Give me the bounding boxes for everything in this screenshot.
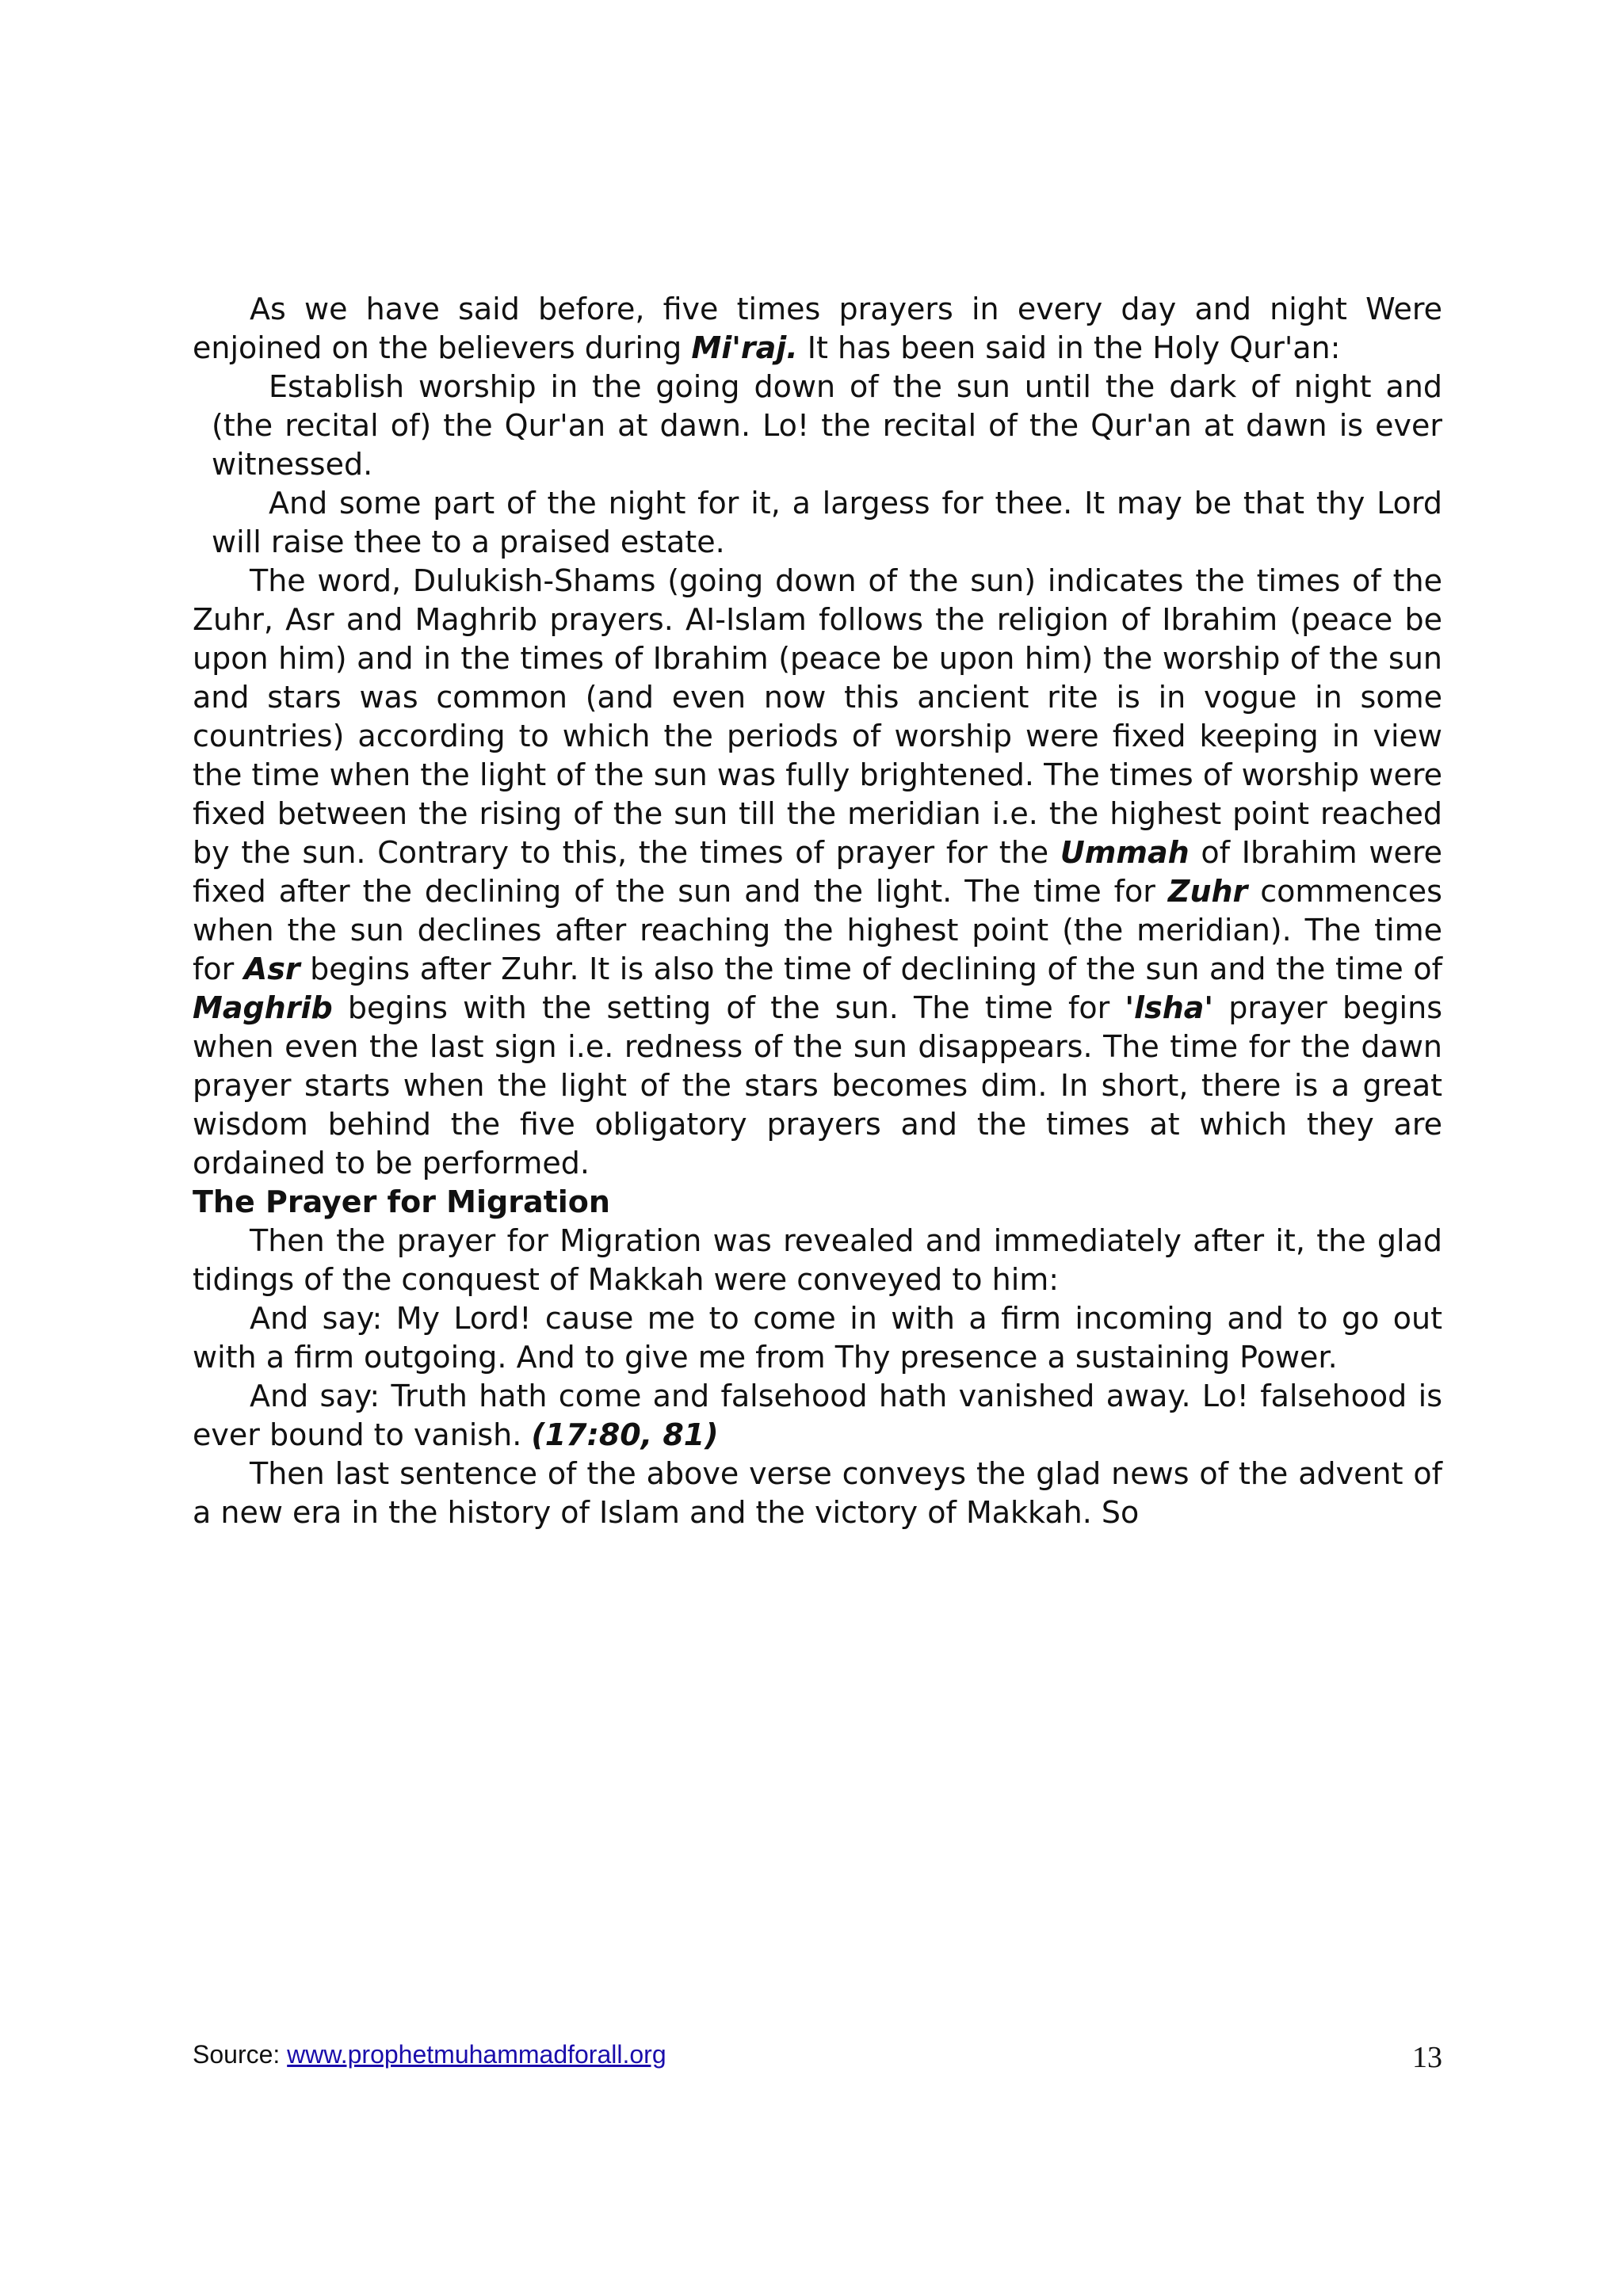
- page-footer: [193, 2039, 1442, 2078]
- text-run: of Ibrahim were fixed after the declining of the sun and the light. The time for: [193, 835, 1442, 909]
- text-run: commences when the sun declines after reaching the highest point (the meridian). The time for: [193, 874, 1442, 986]
- quote-establish-worship: Establish worship in the going down of the sun until the dark of night and (the recital of) the Qur'an at dawn. Lo! the recital of the Qur'an at dawn is ever witnessed.: [212, 369, 1442, 482]
- term-isha: 'lsha': [1125, 990, 1214, 1025]
- term-ummah: Ummah: [1060, 835, 1190, 870]
- quote-say-my-lord: And say: My Lord! cause me to come in with a firm incoming and to go out with a firm outgoing. And to give me from Thy presence a sustaining Power.: [193, 1301, 1442, 1375]
- text-run: The word, Dulukish-Shams (going down of the sun) indicates the times of the Zuhr, Asr and Maghrib prayers. AI-Islam follows the religion of Ibrahim (peace be upon him) and in the times of Ibrahim (peace be upon him) the worship of the sun and stars was common (and even now this ancient rite is in vogue in some countries) according to which the periods of worship were fixed keeping in view the time when the light of the sun was fully brightened. The times of worship were fixed between the rising of the sun till the meridian i.e. the highest point reached by the sun. Contrary to this, the times of prayer for the: [193, 563, 1442, 870]
- text-run: begins after Zuhr. It is also the time of declining of the sun and the time of: [300, 952, 1442, 986]
- source-label: Source:: [193, 2040, 288, 2069]
- term-maghrib: Maghrib: [193, 990, 333, 1025]
- term-miraj: Mi'raj.: [691, 330, 798, 365]
- text-run: As we have said before, five times prayers in every day and night Were enjoined on the believers during: [193, 292, 1442, 365]
- verse-reference: (17:80, 81): [531, 1417, 719, 1452]
- source-line: [193, 2039, 666, 2070]
- quote-night-largess: And some part of the night for it, a largess for thee. It may be that thy Lord will raise thee to a praised estate.: [212, 486, 1442, 559]
- paragraph-glad-news: Then last sentence of the above verse conveys the glad news of the advent of a new era in the history of Islam and the victory of Makkah. So: [193, 1456, 1442, 1530]
- quote-truth-hath-come: [193, 1377, 1442, 1455]
- section-heading: The Prayer for Migration: [193, 1184, 610, 1219]
- term-asr: Asr: [243, 952, 300, 986]
- paragraph-prayer-times: [193, 562, 1442, 1183]
- page-number: 13: [1412, 2041, 1442, 2074]
- paragraph-migration: Then the prayer for Migration was revealed and immediately after it, the glad tidings of the conquest of Makkah were conveyed to him:: [193, 1223, 1442, 1297]
- paragraph-intro: [193, 290, 1442, 368]
- source-link[interactable]: www.prophetmuhammadforall.org: [287, 2040, 666, 2069]
- page-content: [193, 290, 1442, 1532]
- text-run: And say: Truth hath come and falsehood hath vanished away. Lo! falsehood is ever bound to vanish.: [193, 1379, 1442, 1452]
- text-run: begins with the setting of the sun. The time for: [332, 990, 1125, 1025]
- text-run: It has been said in the Holy Qur'an:: [797, 330, 1341, 365]
- term-zuhr: Zuhr: [1167, 874, 1248, 909]
- text-run: prayer begins when even the last sign i.e. redness of the sun disappears. The time for the dawn prayer starts when the light of the stars becomes dim. In short, there is a great wisdom behind the five obligatory prayers and the times at which they are ordained to be performed.: [193, 990, 1442, 1180]
